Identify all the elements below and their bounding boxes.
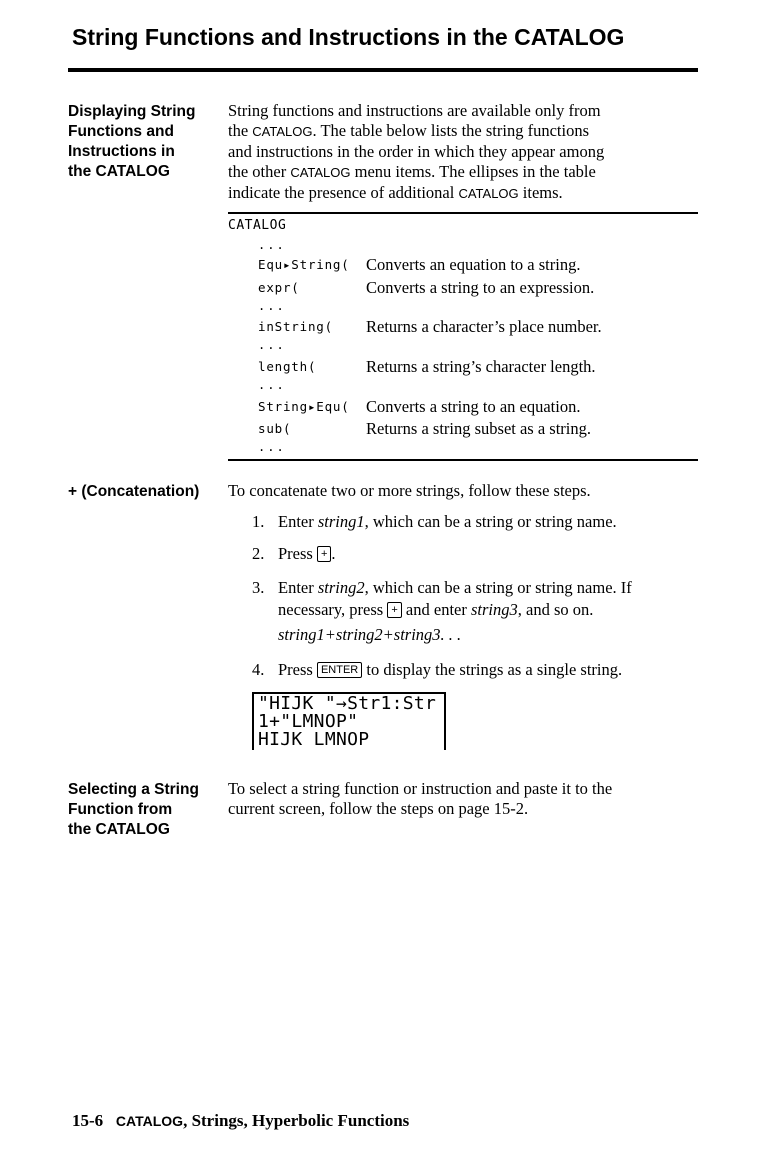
catalog-ellipsis: ... — [258, 238, 286, 252]
catalog-ellipsis: ... — [258, 299, 286, 313]
catalog-description: Returns a character’s place number. — [366, 317, 602, 336]
selecting-paragraph: To select a string function or instruction and paste it to the current screen, follow the steps on page 15-2. — [228, 779, 613, 818]
side-heading-displaying: Displaying String Functions and Instructions in the CATALOG — [68, 103, 196, 180]
catalog-table-bottom-rule — [228, 459, 698, 461]
enter-key: ENTER — [317, 662, 362, 678]
catalog-row — [258, 357, 698, 377]
screen-line: HIJK LMNOP — [258, 729, 370, 750]
title-rule — [68, 68, 698, 72]
page-title: String Functions and Instructions in the CATALOG — [72, 24, 625, 50]
catalog-table-top-rule — [228, 212, 698, 214]
calculator-screen — [252, 692, 446, 750]
catalog-function: length( — [258, 359, 317, 374]
concatenation-intro: To concatenate two or more strings, follow these steps. — [228, 481, 591, 500]
catalog-function: inString( — [258, 319, 333, 334]
catalog-function: Equ▸String( — [258, 257, 350, 272]
catalog-description: Converts a string to an expression. — [366, 278, 595, 297]
catalog-header: CATALOG — [228, 218, 287, 233]
plus-key: + — [387, 602, 401, 618]
screen-line: 1+"LMNOP" — [258, 711, 359, 732]
catalog-function: sub( — [258, 421, 292, 436]
displaying-paragraph: String functions and instructions are available only from the CATALOG. The table below lists the string functions and instructions in the order in which they appear among the other CATALOG menu items. The ellipses in the table indicate the presence of additional CATALOG items. — [228, 101, 605, 202]
catalog-description: Returns a string’s character length. — [366, 357, 596, 376]
catalog-row — [258, 278, 698, 298]
catalog-function: String▸Equ( — [258, 399, 350, 414]
catalog-row — [258, 397, 698, 417]
side-heading-selecting: Selecting a String Function from the CATALOG — [68, 781, 199, 838]
catalog-ellipsis: ... — [258, 440, 286, 454]
catalog-row — [258, 255, 698, 275]
catalog-function: expr( — [258, 280, 300, 295]
screen-line: "HIJK "→Str1:Str — [258, 693, 437, 714]
concatenation-example: string1+string2+string3. . . — [278, 625, 462, 644]
catalog-ellipsis: ... — [258, 378, 286, 392]
side-heading-concatenation: + (Concatenation) — [68, 483, 200, 500]
page-number: 15-6 — [72, 1111, 104, 1130]
catalog-row — [258, 317, 698, 337]
catalog-row — [258, 419, 698, 439]
catalog-description: Converts a string to an equation. — [366, 397, 581, 416]
page-footer: 15-6 CATALOG, Strings, Hyperbolic Functions — [72, 1111, 410, 1130]
catalog-description: Returns a string subset as a string. — [366, 419, 592, 438]
plus-key: + — [317, 546, 331, 562]
catalog-ellipsis: ... — [258, 338, 286, 352]
catalog-description: Converts an equation to a string. — [366, 255, 581, 274]
